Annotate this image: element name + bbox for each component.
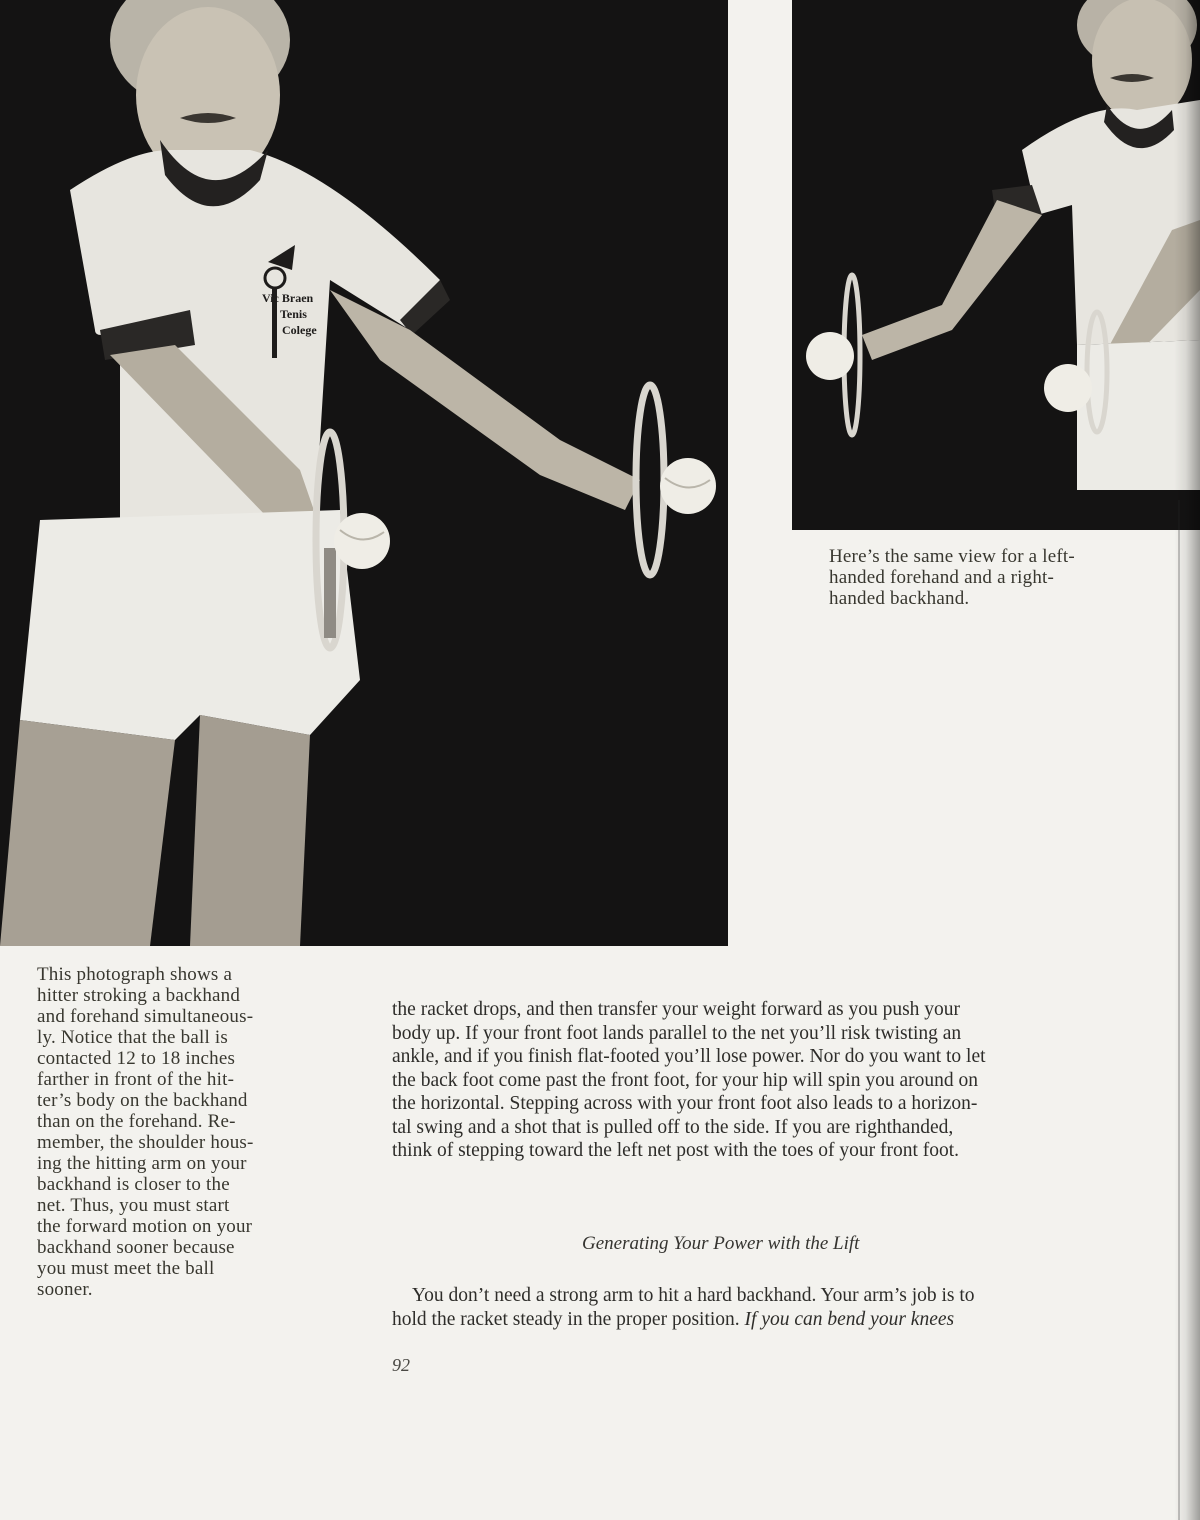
side-photo-illustration — [792, 0, 1200, 530]
shirt-logo-line-2: Tenis — [280, 307, 307, 321]
caption-line: ter’s body on the backhand — [37, 1090, 248, 1111]
main-photo-caption — [37, 964, 254, 1300]
main-photo-illustration — [0, 0, 728, 946]
body-paragraph — [392, 998, 1132, 1163]
caption-line: than on the forehand. Re- — [37, 1111, 236, 1132]
caption-line: net. Thus, you must start — [37, 1195, 230, 1216]
body-line — [392, 1308, 975, 1332]
caption-line: sooner. — [37, 1279, 93, 1300]
caption-line: ly. Notice that the ball is — [37, 1027, 228, 1048]
caption-line: hitter stroking a backhand — [37, 985, 241, 1006]
shirt-logo-line-1: Vic Braen — [262, 291, 314, 305]
page-edge-line — [1178, 500, 1180, 1520]
body-line: body up. If your front foot lands parallel to the net you’ll risk twisting an — [392, 1022, 962, 1044]
caption-line: backhand sooner because — [37, 1237, 235, 1258]
caption-line: farther in front of the hit- — [37, 1069, 235, 1090]
shirt-logo-line-3: Colege — [282, 323, 317, 337]
caption-line: Here’s the same view for a left- — [829, 546, 1075, 567]
caption-line: member, the shoulder hous- — [37, 1132, 254, 1153]
caption-line: and forehand simultaneous- — [37, 1006, 254, 1027]
side-photo-caption — [829, 546, 1075, 609]
body-line: the horizontal. Stepping across with your front foot also leads to a horizon- — [392, 1093, 978, 1114]
section-subheading: Generating Your Power with the Lift — [582, 1233, 860, 1254]
body-line: ankle, and if you finish flat-footed you’ll lose power. Nor do you want to let — [392, 1046, 986, 1067]
caption-line: contacted 12 to 18 inches — [37, 1048, 236, 1069]
caption-line: This photograph shows a — [37, 964, 233, 985]
body-line: think of stepping toward the left net post with the toes of your front foot. — [392, 1140, 960, 1161]
side-photo — [792, 0, 1200, 530]
body-line: tal swing and a shot that is pulled off to the side. If you are righthanded, — [392, 1116, 954, 1138]
body-line-italic: If you can bend your knees — [744, 1309, 955, 1330]
caption-line: handed forehand and a right- — [829, 567, 1055, 588]
caption-line: the forward motion on your — [37, 1216, 253, 1237]
body-line-plain: hold the racket steady in the proper position. — [392, 1309, 745, 1330]
caption-line: backhand is closer to the — [37, 1174, 230, 1195]
caption-line: you must meet the ball — [37, 1258, 215, 1279]
main-photo — [0, 0, 728, 946]
page-number: 92 — [392, 1355, 410, 1375]
body-line: the racket drops, and then transfer your weight forward as you push your — [392, 999, 961, 1020]
caption-line: ing the hitting arm on your — [37, 1153, 247, 1174]
body-line: You don’t need a strong arm to hit a hard backhand. Your arm’s job is to — [412, 1285, 975, 1306]
body-paragraph-2 — [392, 1284, 975, 1332]
body-line: the back foot come past the front foot, for your hip will spin you around on — [392, 1069, 978, 1091]
caption-line: handed backhand. — [829, 588, 970, 609]
